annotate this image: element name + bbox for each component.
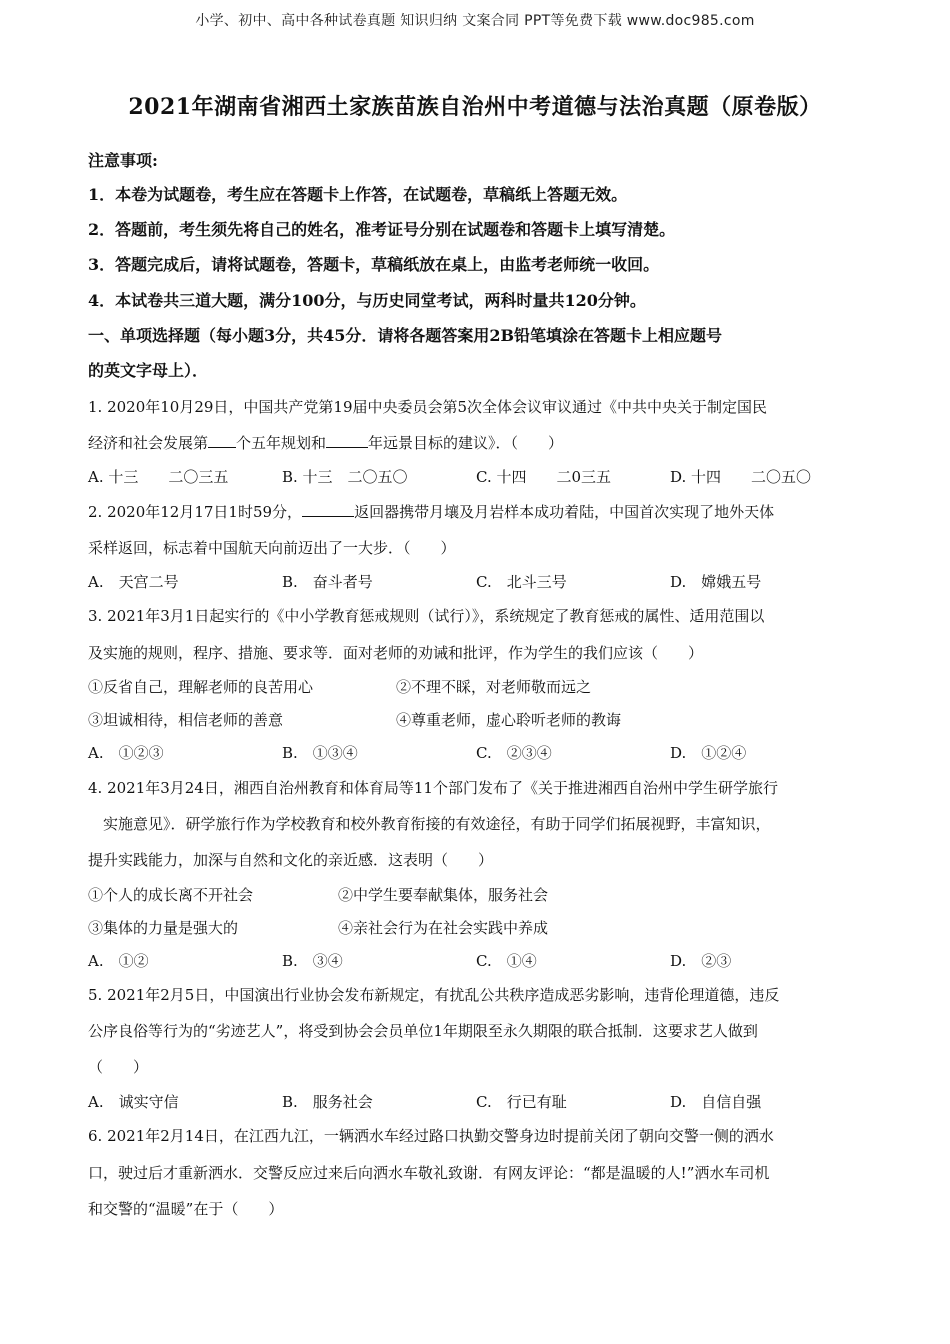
q1-stem-part-c: 年远景目标的建议》．（ ） (368, 434, 564, 452)
q2-options (88, 571, 868, 593)
q3-option-a: A. ①②③ (88, 744, 164, 762)
q1-stem-line1: 1. 2020年10月29日，中国共产党第19届中央委员会第5次全体会议审议通过《中共中央关于制定国民 (88, 398, 768, 416)
q3-stem-line1: 3. 2021年3月1日起实行的《中小学教育惩戒规则（试行）》，系统规定了教育惩戒的属性、适用范围以 (88, 607, 765, 625)
q5-option-d: D. 自信自强 (670, 1093, 762, 1111)
section-heading-line1: 一、单项选择题（每小题3分，共45分．请将各题答案用2B铅笔填涂在答题卡上相应题号 (88, 326, 723, 345)
q1-option-d: D. 十四 二〇五〇 (670, 468, 812, 486)
q4-choice-2: ②中学生要奉献集体，服务社会 (338, 886, 549, 904)
q5-stem-line1: 5. 2021年2月5日，中国演出行业协会发布新规定，有扰乱公共秩序造成恶劣影响，违背伦理道德，违反 (88, 986, 780, 1004)
q4-choice-4: ④亲社会行为在社会实践中养成 (338, 919, 549, 937)
q3-options (88, 742, 868, 764)
q5-option-c: C. 行已有耻 (476, 1093, 567, 1111)
q3-choice-3: ③坦诚相待，相信老师的善意 (88, 711, 284, 729)
q2-stem-line1 (88, 501, 774, 522)
q5-option-a: A. 诚实守信 (88, 1093, 179, 1111)
section-heading-line2: 的英文字母上）． (88, 361, 209, 380)
q3-option-c: C. ②③④ (476, 744, 552, 762)
q5-stem-line2: 公序良俗等行为的“劣迹艺人”，将受到协会会员单位1年期限至永久期限的联合抵制．这要求艺人做到 (88, 1022, 758, 1040)
q2-stem-part-a: 2. 2020年12月17日1时59分， (88, 503, 303, 521)
q2-stem-part-b: 返回器携带月壤及月岩样本成功着陆，中国首次实现了地外天体 (354, 503, 775, 521)
q4-option-a: A. ①② (88, 952, 149, 970)
q3-choice-4: ④尊重老师，虚心聆听老师的教诲 (396, 711, 622, 729)
q5-options (88, 1091, 868, 1113)
q4-option-c: C. ①④ (476, 952, 537, 970)
q4-stem-line2: 实施意见》．研学旅行作为学校教育和校外教育衔接的有效途径，有助于同学们拓展视野，丰富知识， (88, 815, 771, 833)
q1-option-b: B. 十三 二〇五〇 (282, 468, 408, 486)
q2-stem-line2: 采样返回，标志着中国航天向前迈出了一大步．（ ） (88, 539, 456, 557)
q1-options (88, 466, 868, 488)
q4-option-b: B. ③④ (282, 952, 343, 970)
q3-stem-line2: 及实施的规则，程序、措施、要求等．面对老师的劝诫和批评，作为学生的我们应该（ ） (88, 644, 704, 662)
q4-choice-1: ①个人的成长离不开社会 (88, 886, 254, 904)
q4-stem-line1: 4. 2021年3月24日，湘西自治州教育和体育局等11个部门发布了《关于推进湘西自治州中学生研学旅行 (88, 779, 778, 797)
notice-heading: 注意事项: (88, 151, 158, 170)
q1-stem-line2 (88, 432, 563, 453)
q1-stem-part-a: 经济和社会发展第 (88, 434, 209, 452)
notice-item-2: 2．答题前，考生须先将自己的姓名，准考证号分别在试题卷和答题卡上填写清楚。 (88, 220, 676, 239)
q6-stem-line3: 和交警的“温暖”在于（ ） (88, 1200, 284, 1218)
q6-stem-line2: 口，驶过后才重新洒水．交警反应过来后向洒水车敬礼致谢．有网友评论：“都是温暖的人!”洒水车司机 (88, 1164, 770, 1182)
q1-blank-1 (208, 433, 236, 448)
q4-option-d: D. ②③ (670, 952, 732, 970)
q1-blank-2 (326, 433, 368, 448)
notice-item-3: 3．答题完成后，请将试题卷，答题卡，草稿纸放在桌上，由监考老师统一收回。 (88, 255, 660, 274)
q6-stem-line1: 6. 2021年2月14日，在江西九江，一辆洒水车经过路口执勤交警身边时提前关闭了朝向交警一侧的洒水 (88, 1127, 774, 1145)
q2-option-b: B. 奋斗者号 (282, 573, 373, 591)
q2-blank (302, 502, 354, 517)
q2-option-c: C. 北斗三号 (476, 573, 567, 591)
q3-option-d: D. ①②④ (670, 744, 747, 762)
q4-choice-3: ③集体的力量是强大的 (88, 919, 239, 937)
q2-option-a: A. 天宫二号 (88, 573, 179, 591)
notice-item-4: 4．本试卷共三道大题，满分100分，与历史同堂考试，两科时量共120分钟。 (88, 291, 646, 310)
q1-stem-part-b: 个五年规划和 (236, 434, 327, 452)
q3-choice-1: ①反省自己，理解老师的良苦用心 (88, 678, 314, 696)
q3-option-b: B. ①③④ (282, 744, 358, 762)
q5-option-b: B. 服务社会 (282, 1093, 373, 1111)
page-header: 小学、初中、高中各种试卷真题 知识归纳 文案合同 PPT等免费下载 www.doc985.com (195, 13, 755, 29)
q2-option-d: D. 嫦娥五号 (670, 573, 762, 591)
q3-choice-2: ②不理不睬，对老师敬而远之 (396, 678, 592, 696)
q4-stem-line3: 提升实践能力，加深与自然和文化的亲近感．这表明（ ） (88, 851, 494, 869)
notice-item-1: 1．本卷为试题卷，考生应在答题卡上作答，在试题卷，草稿纸上答题无效。 (88, 185, 628, 204)
page-title: 2021年湖南省湘西土家族苗族自治州中考道德与法治真题（原卷版） (128, 94, 822, 120)
q5-stem-line3: （ ） (88, 1058, 149, 1076)
q1-option-c: C. 十四 二0三五 (476, 468, 612, 486)
q4-options (88, 950, 868, 972)
q1-option-a: A. 十三 二〇三五 (88, 468, 229, 486)
